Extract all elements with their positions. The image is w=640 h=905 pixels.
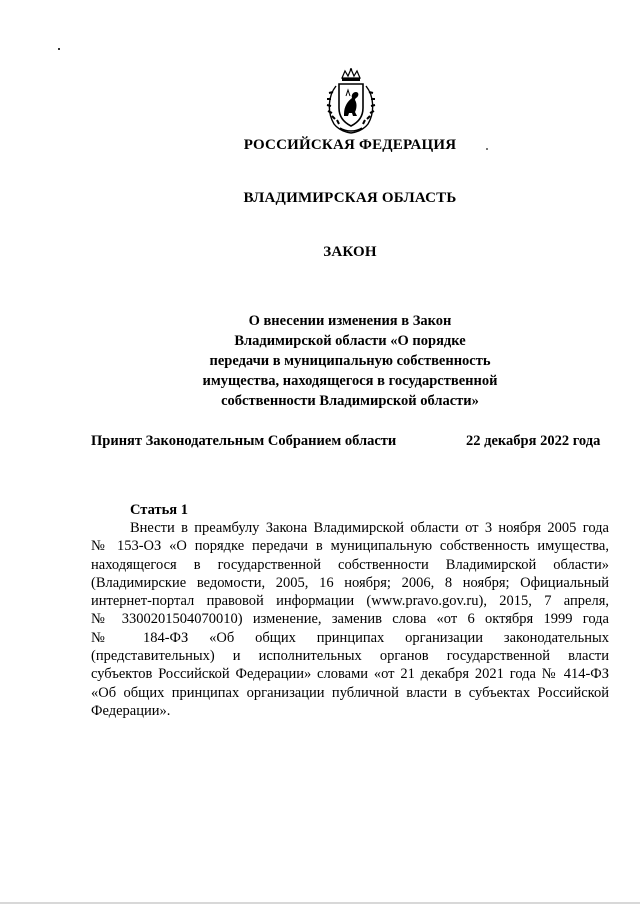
article-heading: Статья 1 [130,502,188,518]
article-body [91,519,609,720]
law-title-line: имущества, находящегося в государственной [202,373,498,389]
article-line: Внести в преамбулу Закона Владимирской области от 3 ноября 2005 года [130,520,609,536]
country-heading: РОССИЙСКАЯ ФЕДЕРАЦИЯ [243,137,457,153]
law-title-line: передачи в муниципальную собственность [209,353,491,369]
article-line: № 3300201504070010) изменение, заменив слова «от 6 октября 1999 года [91,611,609,628]
article-line: интернет-портал правовой информации (www.pravo.gov.ru), 2015, 7 апреля, [91,593,609,610]
scan-speck [58,48,60,50]
article-line: субъектов Российской Федерации» словами «от 21 декабря 2021 года № 414-ФЗ [91,666,609,683]
law-title-line: собственности Владимирской области» [221,393,479,409]
region-heading: ВЛАДИМИРСКАЯ ОБЛАСТЬ [243,190,457,206]
coat-of-arms-icon [324,68,378,136]
law-title-line: Владимирской области «О порядке [234,333,466,349]
article-line: № 184-ФЗ «Об общих принципах организации законодательных [91,629,609,646]
adoption-date: 22 декабря 2022 года [466,433,601,449]
adoption-line [91,433,607,450]
article-line: Федерации». [91,702,171,719]
law-title [190,311,510,411]
article-line: «Об общих принципах организации публичной власти в субъектах Российской [91,684,609,701]
scan-edge [0,902,640,904]
article-line: (Владимирские ведомости, 2005, 16 ноября; 2006, 8 ноября; Официальный [91,574,609,591]
adoption-text: Принят Законодательным Собранием области [91,433,397,449]
law-title-line: О внесении изменения в Закон [248,313,452,329]
document-type-heading: ЗАКОН [323,244,377,260]
article-line: № 153-ОЗ «О порядке передачи в муниципальную собственность имущества, [91,538,609,555]
article-line: находящегося в государственной собственности Владимирской области» [91,556,609,573]
article-line: (представительных) и исполнительных органов государственной власти [91,648,609,665]
